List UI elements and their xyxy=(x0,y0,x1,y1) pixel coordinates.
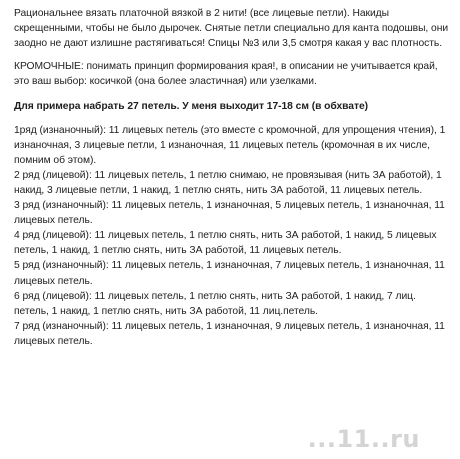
row-4-instruction: 4 ряд (лицевой): 11 лицевых петель, 1 петлю снять, нить ЗА работой, 1 накид, 5 лицевых петель, 1 накид, 1 петлю снять, нить ЗА работой, 11 лицевых петель. xyxy=(14,230,437,257)
row-1-instruction: 1ряд (изнаночный): 11 лицевых петель (это вместе с кромочной, для упрощения чтения), 1 изнаночная, 3 лицевые петли, 1 изнаночная, 11 лицевых петель (кромочная в их числе, помним об этом). xyxy=(14,124,446,166)
watermark: ...11..ru xyxy=(307,425,420,453)
row-7-instruction: 7 ряд (изнаночный): 11 лицевых петель, 1 изнаночная, 9 лицевых петель, 1 изнаночная, 11 лицевых петель. xyxy=(14,320,445,347)
row-6-instruction: 6 ряд (лицевой): 11 лицевых петель, 1 петлю снять, нить ЗА работой, 1 накид, 7 лиц. петель, 1 накид, 1 петлю снять, нить ЗА работой, 11 лиц.петель. xyxy=(14,290,416,317)
example-heading: Для примера набрать 27 петель. У меня выходит 17-18 см (в обхвате) xyxy=(14,101,369,113)
row-2-instruction: 2 ряд (лицевой): 11 лицевых петель, 1 петлю снимаю, не провязывая (нить ЗА работой), 1 накид, 3 лицевые петли, 1 накид, 1 петлю снять, нить ЗА работой, 11 лицевых петель. xyxy=(14,169,442,196)
row-5-instruction: 5 ряд (изнаночный): 11 лицевых петель, 1 изнаночная, 7 лицевых петель, 1 изнаночная, 11 лицевых петель. xyxy=(14,260,445,287)
edge-note-paragraph: КРОМОЧНЫЕ: понимать принцип формирования края!, в описании не учитывается край, это ваш выбор: косичкой (она более эластичная) или узелками. xyxy=(14,61,438,88)
row-3-instruction: 3 ряд (изнаночный): 11 лицевых петель, 1 изнаночная, 5 лицевых петель, 1 изнаночная, 11 лицевых петель. xyxy=(14,200,445,227)
intro-paragraph: Рациональнее вязать платочной вязкой в 2 нити! (все лицевые петли). Накиды скрещенными, чтобы не было дырочек. Снятые петли специально для канта подошвы, они заодно не дают излишне растягиваться! Спицы №3 или 3,5 смотря какая у вас плотность. xyxy=(14,8,449,50)
document-body xyxy=(14,6,452,349)
